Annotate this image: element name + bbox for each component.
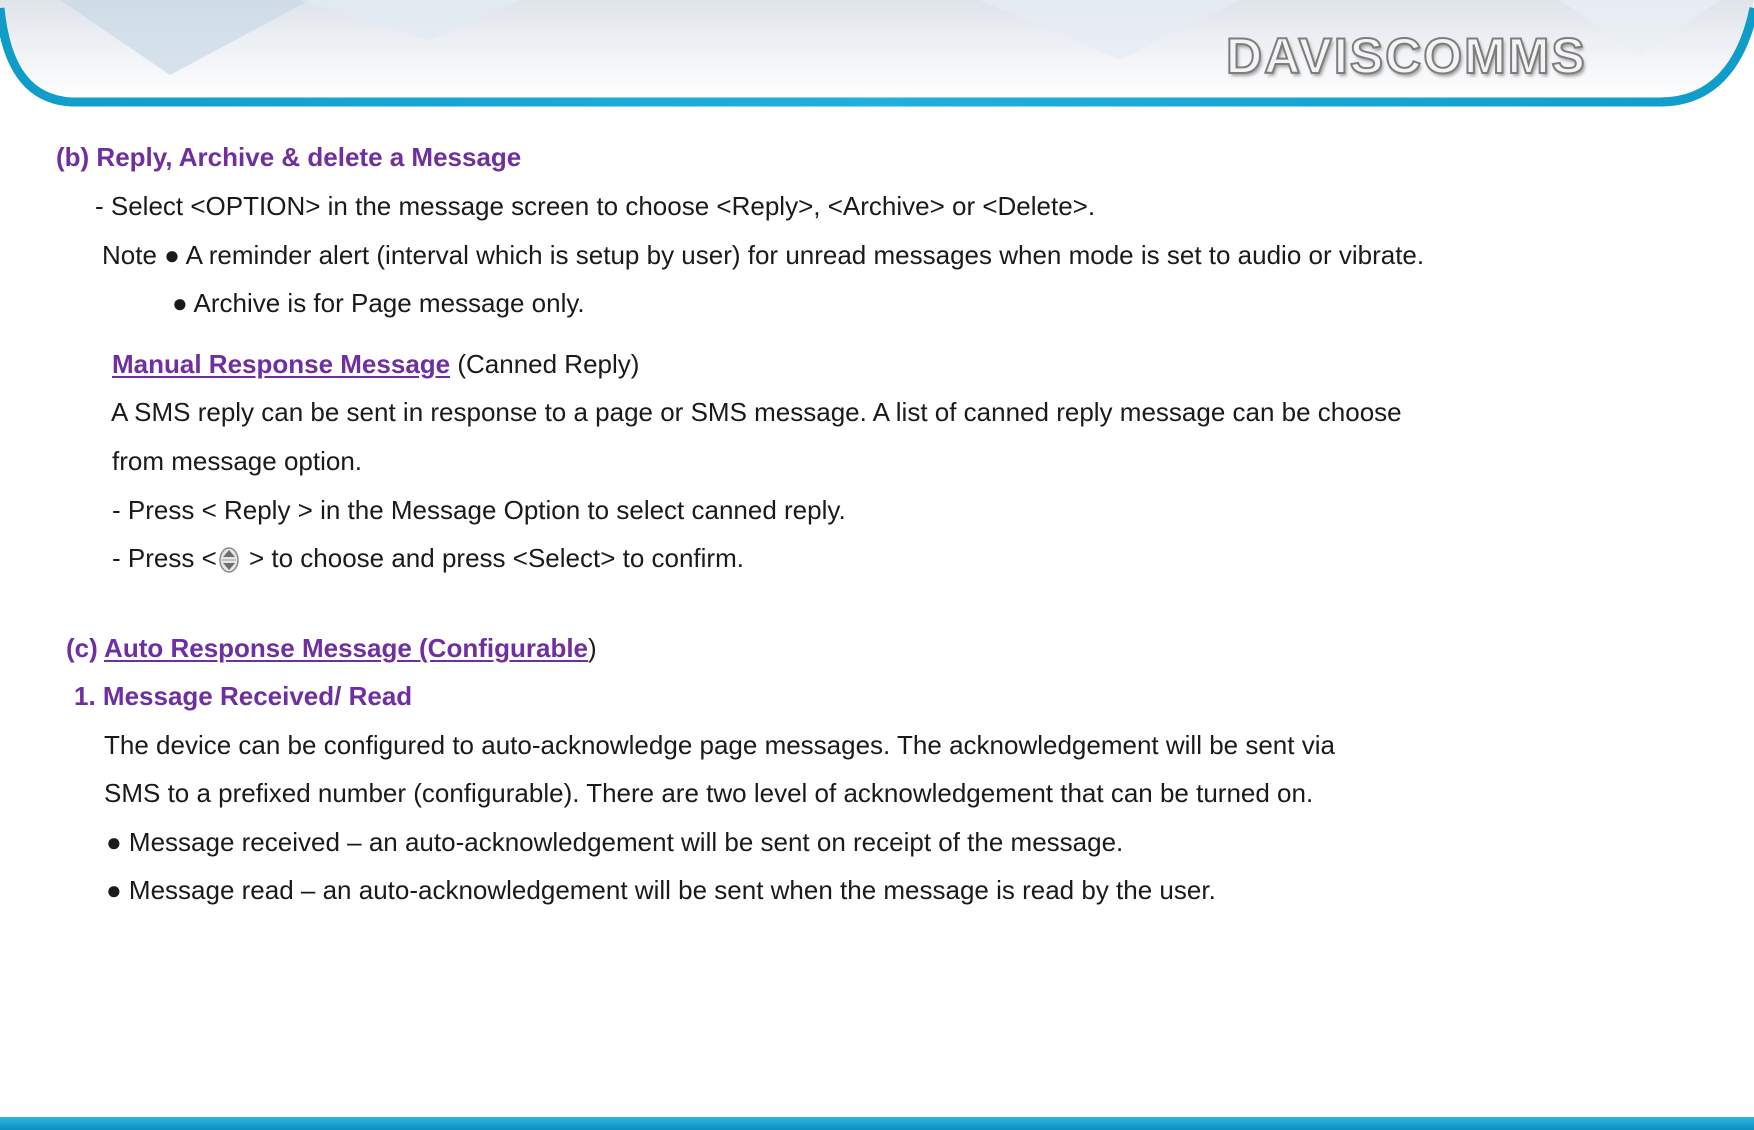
manual-response-text-2: from message option.	[112, 446, 363, 476]
company-logo: DAVISCOMMS	[1226, 28, 1587, 84]
section-c-title-suffix: )	[588, 633, 597, 663]
section-b-note: Note ● A reminder alert (interval which is setup by user) for unread messages when mode is set to audio or vibrate.	[102, 240, 1425, 270]
navigation-key-icon	[218, 545, 240, 575]
section-c-bullet-read: ● Message read – an auto-acknowledgement will be sent when the message is read by the user.	[106, 875, 1216, 905]
footer-bar	[0, 1117, 1754, 1130]
section-c-text-1: The device can be configured to auto-acknowledge page messages. The acknowledgement will be sent via	[104, 730, 1335, 760]
section-c-prefix: (c)	[66, 633, 105, 663]
header-banner	[0, 0, 1754, 110]
manual-response-step-1: - Press < Reply > in the Message Option to select canned reply.	[112, 495, 846, 525]
section-b-heading: (b) Reply, Archive & delete a Message	[56, 142, 522, 172]
manual-response-title	[112, 348, 639, 380]
section-b-instruction: - Select <OPTION> in the message screen to choose <Reply>, <Archive> or <Delete>.	[95, 191, 1096, 221]
step-2-text-before: - Press <	[112, 543, 217, 573]
section-c-text-2: SMS to a prefixed number (configurable). There are two level of acknowledgement that can be turned on.	[104, 778, 1314, 808]
section-c-subheading: 1. Message Received/ Read	[74, 681, 413, 711]
section-b-note-archive: ● Archive is for Page message only.	[172, 288, 585, 318]
section-c-bullet-received: ● Message received – an auto-acknowledgement will be sent on receipt of the message.	[106, 827, 1124, 857]
auto-response-link[interactable]: Auto Response Message (Configurable	[104, 633, 589, 663]
manual-response-step-2	[112, 542, 744, 575]
manual-response-title-suffix: (Canned Reply)	[450, 349, 640, 379]
manual-response-text-1: A SMS reply can be sent in response to a page or SMS message. A list of canned reply message can be choose	[111, 397, 1402, 427]
section-c-heading	[66, 632, 597, 664]
step-2-text-after: > to choose and press <Select> to confirm.	[241, 543, 744, 573]
manual-response-link[interactable]: Manual Response Message	[112, 349, 451, 379]
